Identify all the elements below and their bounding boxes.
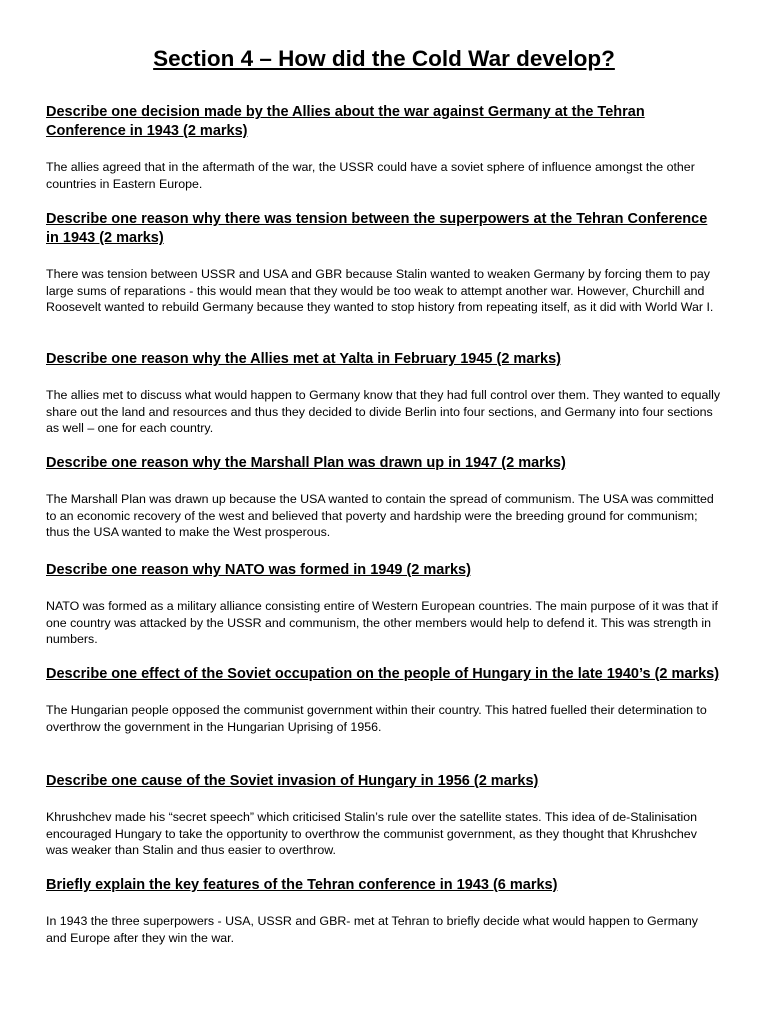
answer-text: Khrushchev made his “secret speech” which criticised Stalin’s rule over the satellite states. This idea of de-Stalinisation encouraged Hungary to take the opportunity to overthrow the communist government, as they thought that Khrushchev was weaker than Stalin and thus easier to overthrow. — [46, 810, 698, 858]
answer-text: The Hungarian people opposed the communist government within their country. This hatred fuelled their determination to overthrow the government in the Hungarian Uprising of 1956. — [46, 703, 707, 734]
question-block-7 — [46, 772, 722, 859]
question-heading: Describe one reason why the Marshall Plan was drawn up in 1947 (2 marks) — [46, 455, 566, 471]
question-heading: Describe one effect of the Soviet occupation on the people of Hungary in the late 1940’s (2 marks) — [46, 666, 720, 682]
question-block-5 — [46, 561, 722, 648]
question-heading: Describe one cause of the Soviet invasion of Hungary in 1956 (2 marks) — [46, 773, 539, 789]
question-block-2 — [46, 210, 722, 316]
answer-text: The allies met to discuss what would happen to Germany know that they had full control over them. They wanted to equally share out the land and resources and thus they decided to divide Berlin into four sections, and Germany into four sections as well – one for each country. — [46, 388, 721, 436]
question-heading: Briefly explain the key features of the Tehran conference in 1943 (6 marks) — [46, 877, 558, 893]
page-title: Section 4 – How did the Cold War develop? — [153, 46, 615, 71]
question-heading: Describe one decision made by the Allies about the war against Germany at the Tehran Conference in 1943 (2 marks) — [46, 104, 645, 139]
question-block-1 — [46, 103, 722, 192]
question-block-8 — [46, 876, 722, 946]
question-heading: Describe one reason why NATO was formed in 1949 (2 marks) — [46, 562, 471, 578]
answer-text: The allies agreed that in the aftermath of the war, the USSR could have a soviet sphere of influence amongst the other countries in Eastern Europe. — [46, 160, 695, 191]
answer-text: In 1943 the three superpowers - USA, USSR and GBR- met at Tehran to briefly decide what would happen to Germany and Europe after they win the war. — [46, 914, 699, 945]
question-block-6 — [46, 665, 722, 735]
answer-text: There was tension between USSR and USA and GBR because Stalin wanted to weaken Germany by forcing them to pay large sums of reparations - this would mean that they would be too weak to attempt another war. However, Churchill and Roosevelt wanted to rebuild Germany because they wanted to stop history from repeating itself, as it did with World War I. — [46, 267, 714, 315]
question-heading: Describe one reason why there was tension between the superpowers at the Tehran Conference in 1943 (2 marks) — [46, 211, 708, 246]
answer-text: The Marshall Plan was drawn up because the USA wanted to contain the spread of communism. The USA was committed to an economic recovery of the west and believed that poverty and hardship were the breeding ground for communism; thus the USA wanted to make the West prosperous. — [46, 492, 714, 540]
question-block-4 — [46, 454, 722, 541]
question-block-3 — [46, 350, 722, 437]
question-heading: Describe one reason why the Allies met at Yalta in February 1945 (2 marks) — [46, 351, 561, 367]
answer-text: NATO was formed as a military alliance consisting entire of Western European countries. The main purpose of it was that if one country was attacked by the USSR and communism, the other members would help to defend it. This was strength in numbers. — [46, 599, 718, 647]
